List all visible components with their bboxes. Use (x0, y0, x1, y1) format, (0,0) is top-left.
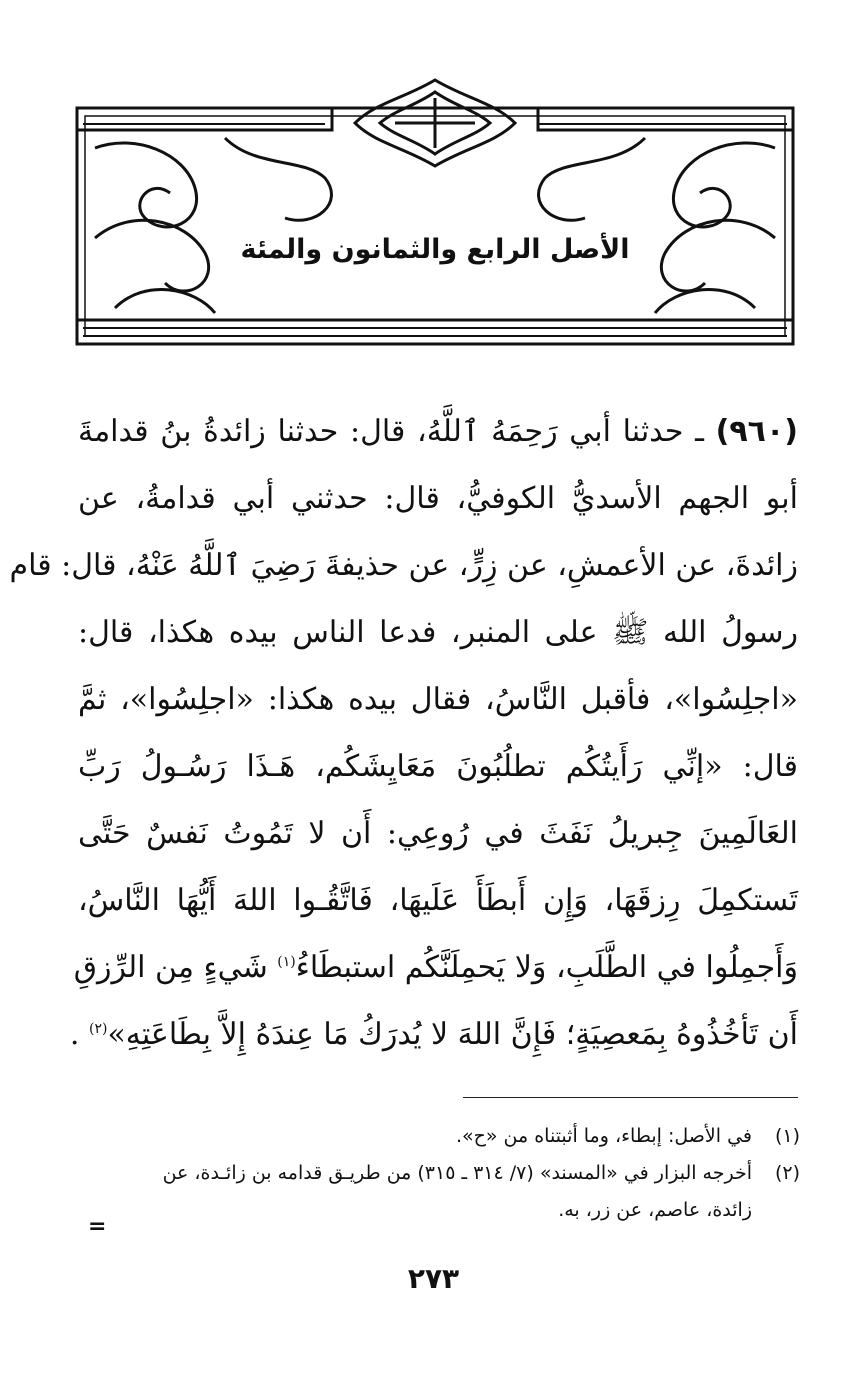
text-line (78, 398, 798, 465)
text-line (69, 1001, 798, 1068)
continuation-mark: = (88, 1214, 107, 1239)
footnote-text: في الأصل: إبطاء، وما أثبتناه من «ح». (455, 1125, 752, 1147)
footnotes (80, 1118, 800, 1229)
chapter-title: الأصل الرابع والثمانون والمئة (240, 234, 630, 265)
text-line: رسولُ الله ﷺ على المنبر، فدعا الناس بيده هكذا، قال: (78, 615, 798, 650)
footnote-text: زائدة، عاصم، عن زر، به. (558, 1199, 752, 1221)
footnote-separator (463, 1097, 798, 1098)
text-line: أبو الجهم الأسديُّ الكوفيُّ، قال: حدثني أبي قدامةُ، عن (78, 481, 798, 516)
chapter-header-ornament (75, 78, 795, 348)
page-number: ٢٧٣ (407, 1262, 460, 1295)
text-line (73, 934, 798, 1001)
footnote-2 (80, 1155, 800, 1229)
line-text: أَن تَأخُذُوهُ بِمَعصِيَةٍ؛ فَإِنَّ اللهَ لا يُدرَكُ مَا عِندَهُ إِلاَّ بِطَاعَتِهِ» (107, 1017, 798, 1052)
footnote-1 (80, 1118, 800, 1155)
text-line: تَستكمِلَ رِزقَهَا، وَإِن أَبطَأَ عَلَيهَا، فَاتَّقُـوا اللهَ أَيُّهَا النَّاسُ، (78, 883, 798, 918)
line-text: وَأَجمِلُوا في الطَّلَبِ، وَلا يَحمِلَنَّكُم استبطَاءُ (295, 950, 798, 985)
footnote-number: (١) (774, 1125, 800, 1147)
hadith-body (9, 398, 799, 1068)
hadith-number: (٩٦٠) (715, 414, 799, 449)
footnote-text: أخرجه البزار في «المسند» (٧/ ٣١٤ ـ ٣١٥) من طريـق قدامه بن زائـدة، عن (162, 1162, 752, 1184)
text-line: العَالَمِينَ جِبريلُ نَفَثَ في رُوعِي: أَن لا تَمُوتُ نَفسٌ حَتَّى (78, 816, 798, 851)
footnote-number: (٢) (774, 1162, 800, 1184)
line-text: ـ حدثنا أبي رَحِمَهُ ٱللَّهُ، قال: حدثنا زائدةُ بنُ قدامةَ (78, 414, 716, 449)
footnote-ref-2[interactable]: (٢) (88, 1021, 108, 1037)
line-text: شَيءٍ مِن الرِّزقِ (73, 950, 278, 985)
footnote-ref-1[interactable]: (١) (277, 954, 296, 970)
text-line: زائدةَ، عن الأعمشِ، عن زِرٍّ، عن حذيفةَ رَضِيَ ٱللَّهُ عَنْهُ، قال: قام (9, 548, 798, 583)
line-end: . (69, 1017, 89, 1052)
text-line: «اجلِسُوا»، فأقبل النَّاسُ، فقال بيده هكذا: «اجلِسُوا»، ثمَّ (78, 682, 798, 717)
text-line: قال: «إنِّي رَأَيتُكُم تطلُبُونَ مَعَايِشَكُم، هَـذَا رَسُـولُ رَبِّ (78, 749, 798, 784)
